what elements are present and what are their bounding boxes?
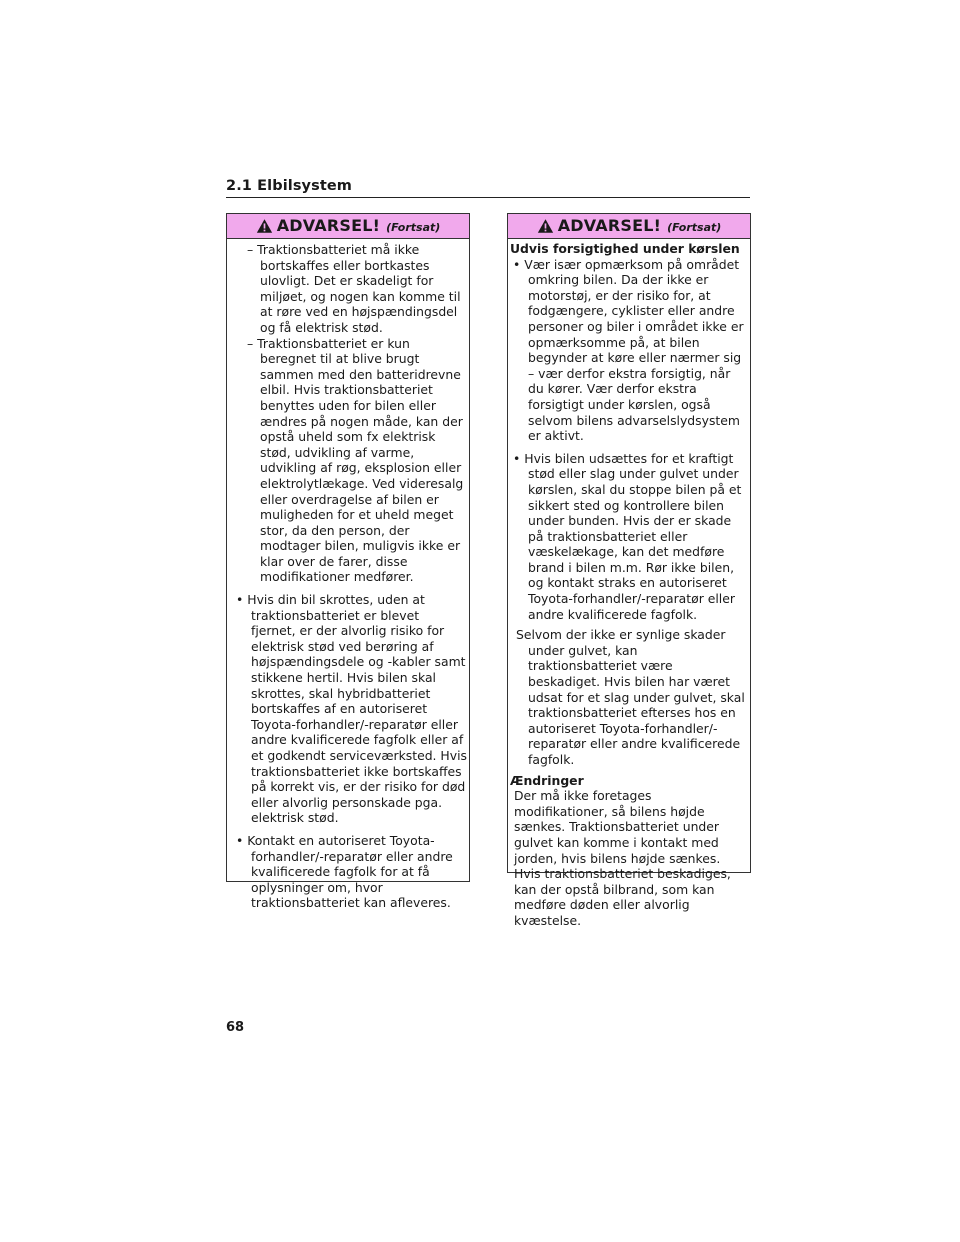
warning-box-right <box>507 213 751 928</box>
dash-item: – Traktionsbatteriet må ikke bortskaffes eller bortkastes ulovligt. Det er skadeligt for miljøet, og nogen kan komme til at røre ved en højspændingsdel og få elektrisk stød. <box>247 242 461 335</box>
section-header: 2.1 Elbilsystem <box>226 178 750 198</box>
bullet-item: • Vær især opmærksom på området omkring bilen. Da der ikke er motorstøj, er der risiko for, at fodgængere, cyklister eller andre personer og biler i området ikke er opmærksomme på, at bilen begynder at køre eller nærmer sig – vær derfor ekstra forsigtig, når du kører. Vær derfor ekstra forsigtigt under kørslen, også selvom bilens advarselslydsystem er aktivt. <box>513 256 744 444</box>
warning-title: ADVARSEL! <box>557 216 662 236</box>
warning-triangle-icon <box>256 218 273 234</box>
dash-item: – Traktionsbatteriet er kun beregnet til at blive brugt sammen med den batteridrevne elbil. Hvis traktionsbatteriet benyttes uden for bilen eller ændres på nogen måde, kan der opstå uheld som fx elektrisk stød, udvikling af varme, udvikling af røg, eksplosion eller elektrolytlækage. Ved videresalg eller overdragelse af bilen er muligheden for et uheld meget stor, da den person, der modtager bilen, muligvis ikke er klar over de farer, disse modifikationer medfører. <box>247 335 464 585</box>
page-number: 68 <box>226 1020 245 1035</box>
warning-header <box>508 214 750 239</box>
warning-title: ADVARSEL! <box>276 216 381 236</box>
warning-body <box>227 239 469 911</box>
warning-continued: (Fortsat) <box>667 220 722 234</box>
subtitle-changes: Ændringer <box>510 772 584 788</box>
subtitle-careful-driving: Udvis forsigtighed under kørslen <box>510 241 740 256</box>
warning-box-left <box>226 213 470 911</box>
paragraph: Selvom der ikke er synlige skader under gulvet, kan traktionsbatteriet være beskadiget. Hvis bilen har været udsat for et slag under gulvet, skal traktionsbatteriet efterses hos en autoriseret Toyota-forhandler/-reparatør eller andre kvalificerede fagfolk. <box>516 627 745 767</box>
warning-body <box>508 239 750 929</box>
bullet-item: • Hvis din bil skrottes, uden at traktionsbatteriet er blevet fjernet, er der alvorlig risiko for elektrisk stød ved berøring af højspændingsdele og -kabler samt stikkene hertil. Hvis bilen skal skrottes, skal hybridbatteriet bortskaffes af en autoriseret Toyota-forhandler/-reparatør eller andre kvalificerede fagfolk eller af et godkendt serviceværksted. Hvis traktionsbatteriet ikke bortskaffes på korrekt vis, er der risiko for død eller alvorlig personskade pga. elektrisk stød. <box>236 592 467 826</box>
bullet-item: • Hvis bilen udsættes for et kraftigt stød eller slag under gulvet under kørslen, skal du stoppe bilen på et sikkert sted og kontrollere bilen under bunden. Hvis der er skade på traktionsbatteriet eller væskelækage, kan det medføre brand i bilen m.m. Rør ikke bilen, og kontakt straks en autoriseret Toyota-forhandler/-reparatør eller andre kvalificerede fagfolk. <box>513 450 742 622</box>
warning-header <box>227 214 469 239</box>
changes-paragraph: Der må ikke foretages modifikationer, så bilens højde sænkes. Traktionsbatteriet under gulvet kan komme i kontakt med jorden, hvis bilens højde sænkes. Hvis traktionsbatteriet beskadiges, kan der opstå bilbrand, som kan medføre døden eller alvorlig kvæstelse. <box>514 788 731 928</box>
bullet-item: • Kontakt en autoriseret Toyota-forhandler/-reparatør eller andre kvalificerede fagfolk for at få oplysninger om, hvor traktionsbatteriet kan afleveres. <box>236 832 453 911</box>
warning-continued: (Fortsat) <box>386 220 441 234</box>
warning-triangle-icon <box>537 218 554 234</box>
